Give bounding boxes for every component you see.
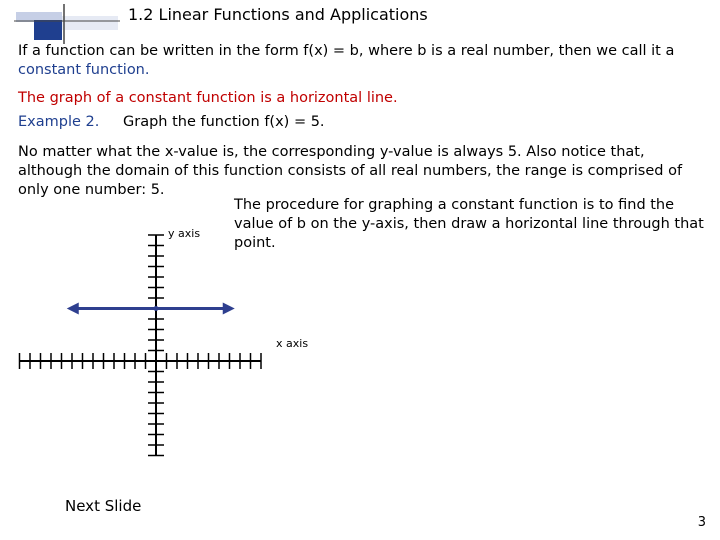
explanation-line-1: No matter what the x-value is, the corresponding y-value is always 5. Also notice that, bbox=[18, 144, 645, 160]
procedure-line-1: The procedure for graphing a constant function is to find the bbox=[234, 197, 675, 213]
procedure-line-2: value of b on the y-axis, then draw a horizontal line through that bbox=[234, 216, 704, 232]
left-arrow bbox=[67, 303, 79, 315]
definition-line-1: If a function can be written in the form f(x) = b, where b is a real number, then we call it a bbox=[18, 43, 675, 59]
axes bbox=[20, 235, 262, 456]
example-text: Graph the function f(x) = 5. bbox=[123, 114, 325, 130]
constant-function-line bbox=[67, 303, 235, 315]
y-axis-label: y axis bbox=[168, 227, 201, 240]
explanation-line-2: although the domain of this function consists of all real numbers, the range is comprised of bbox=[18, 163, 683, 179]
axis-ticks bbox=[20, 235, 262, 456]
y-intercept-point bbox=[154, 306, 159, 311]
right-arrow bbox=[223, 303, 235, 315]
next-slide-button[interactable]: Next Slide bbox=[65, 497, 142, 515]
definition-line-2: constant function. bbox=[18, 62, 150, 78]
explanation-line-3: only one number: 5. bbox=[18, 182, 165, 198]
slide-title: 1.2 Linear Functions and Applications bbox=[128, 5, 428, 24]
page-number: 3 bbox=[697, 515, 706, 530]
x-axis-label: x axis bbox=[276, 337, 309, 350]
graph-note: The graph of a constant function is a horizontal line. bbox=[18, 90, 398, 106]
procedure-line-3: point. bbox=[234, 235, 276, 251]
example-label: Example 2. bbox=[18, 114, 100, 130]
